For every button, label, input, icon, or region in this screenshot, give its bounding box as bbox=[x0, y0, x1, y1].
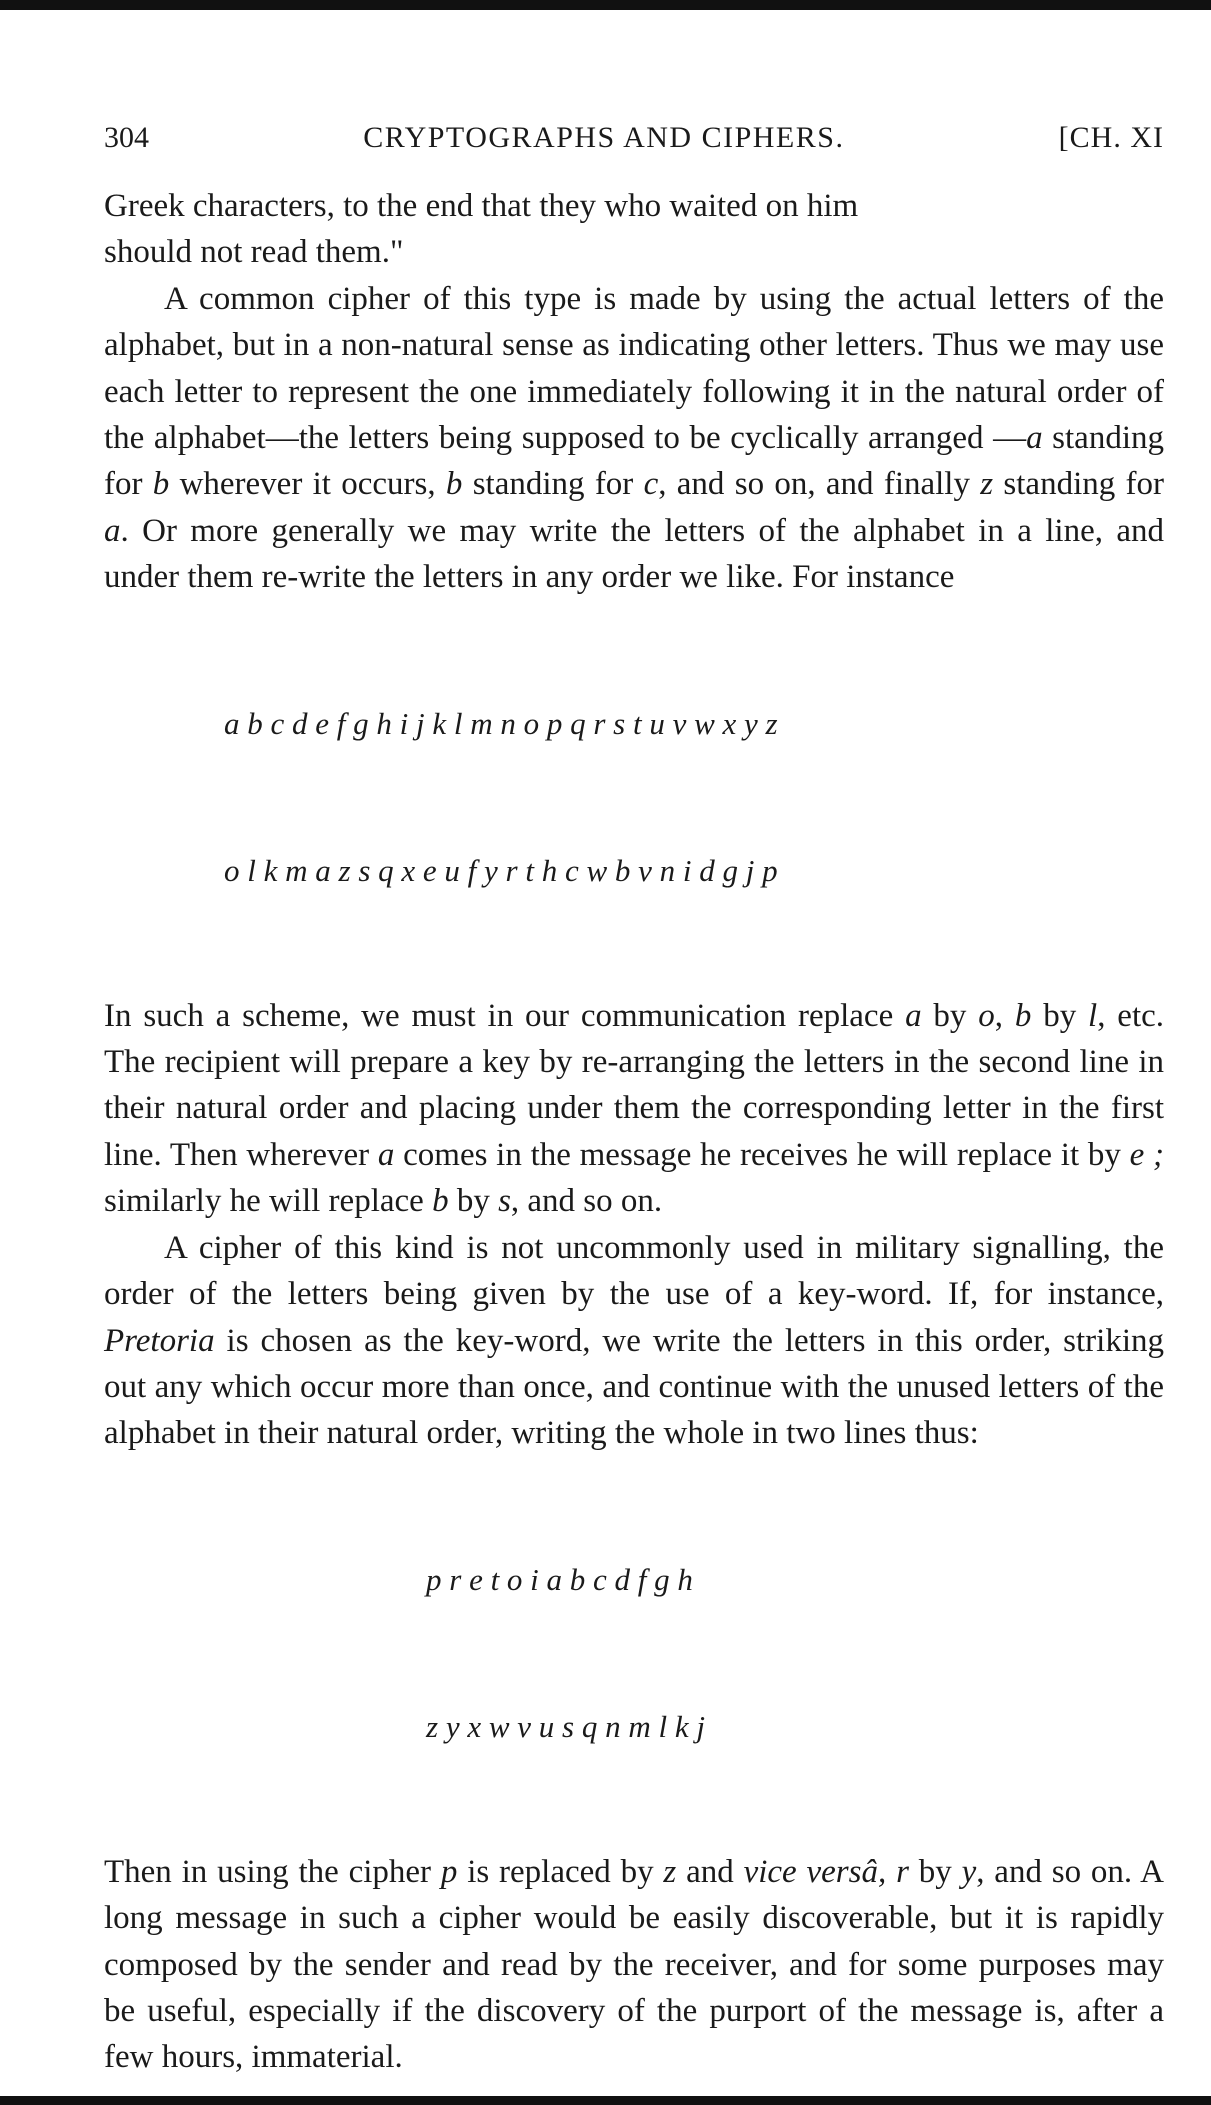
text-run: and bbox=[676, 1853, 744, 1890]
italic-letter: r bbox=[896, 1853, 909, 1890]
text-run: In such a scheme, we must in our communication replace bbox=[104, 997, 906, 1034]
cipher-alphabet-row: o l k m a z s q x e u f y r t h c w b v n i d g j p bbox=[224, 852, 778, 888]
italic-letter: y bbox=[961, 1853, 977, 1890]
paragraph-4 bbox=[104, 1225, 1164, 1457]
paragraph-3 bbox=[104, 993, 1164, 1225]
text-run: , bbox=[994, 997, 1015, 1034]
italic-letter: b bbox=[445, 466, 463, 503]
text-run: is replaced by bbox=[457, 1853, 664, 1890]
text-run: standing for bbox=[993, 466, 1165, 503]
text-run: , etc. The recipient will prepare a key by re-arranging the letters in the second line in their natural order and placing under them the corresponding letter in the first line. Then wherever bbox=[104, 997, 1165, 1173]
cipher-table-1 bbox=[104, 601, 1164, 993]
paragraph-1 bbox=[104, 183, 1164, 276]
keyword-alphabet-row: p r e t o i a b c d f g h bbox=[426, 1561, 693, 1597]
italic-letter: o bbox=[978, 997, 995, 1034]
text-run: similarly he will replace bbox=[104, 1183, 433, 1220]
italic-letter: a bbox=[1026, 420, 1043, 457]
text-run: , and so on, and finally bbox=[658, 466, 981, 503]
text-run: A common cipher of this type is made by using the actual letters of the alphabet, but in a non-natural sense as indicating other letters. Thus we may use each letter to represent the one immediately following it in the natural order of the alphabet—the letters being supposed to be cyclically arranged — bbox=[104, 280, 1164, 457]
italic-letter: b bbox=[152, 466, 170, 503]
latin-phrase: vice versâ, bbox=[743, 1853, 887, 1890]
italic-letter: a bbox=[104, 512, 121, 549]
text-run: wherever it occurs, bbox=[169, 466, 446, 503]
running-header bbox=[104, 118, 1164, 158]
italic-letter: c bbox=[643, 466, 659, 503]
text-run: by bbox=[908, 1853, 962, 1890]
page-number: 304 bbox=[104, 121, 149, 154]
book-page bbox=[104, 118, 1164, 2081]
paragraph-5 bbox=[104, 1849, 1164, 2081]
italic-letter: l bbox=[1088, 997, 1098, 1034]
body-text bbox=[104, 183, 1164, 2081]
text-run: , and so on. A long message in such a cipher would be easily discoverable, but it is rapidly composed by the sender and read by the receiver, and for some purposes may be useful, especially if the discovery of the purport of the message is, after a few hours, immaterial. bbox=[104, 1853, 1165, 2076]
italic-letter: b bbox=[432, 1183, 449, 1220]
text-run: by bbox=[1031, 997, 1089, 1034]
text-run: standing for bbox=[462, 466, 644, 503]
text-run: standing for bbox=[104, 420, 1165, 503]
scan-border-bottom bbox=[0, 2096, 1211, 2105]
cipher-table-2 bbox=[104, 1457, 1164, 1849]
paragraph-1-line-2: should not read them." bbox=[104, 234, 404, 271]
italic-letter: b bbox=[1014, 997, 1032, 1034]
text-run: by bbox=[448, 1183, 499, 1220]
plain-alphabet-row: a b c d e f g h i j k l m n o p q r s t u v w x y z bbox=[224, 705, 778, 741]
text-run: Then in using the cipher bbox=[104, 1853, 441, 1890]
italic-letter: z bbox=[663, 1853, 677, 1890]
italic-letter: p bbox=[440, 1853, 458, 1890]
chapter-label: [CH. XI bbox=[1058, 121, 1164, 154]
keyword: Pretoria bbox=[104, 1322, 215, 1359]
text-run: A cipher of this kind is not uncommonly used in military signalling, the order of the letters being given by the use of a key-word. If, for instance, bbox=[104, 1229, 1164, 1313]
paragraph-2 bbox=[104, 276, 1164, 601]
running-title: CRYPTOGRAPHS AND CIPHERS. bbox=[363, 121, 845, 154]
italic-letter: z bbox=[980, 466, 994, 503]
scan-border-top bbox=[0, 0, 1211, 10]
italic-letter: a bbox=[905, 997, 922, 1034]
text-run: comes in the message he receives he will replace it by bbox=[394, 1136, 1130, 1173]
italic-letter: a bbox=[377, 1136, 395, 1173]
text-run: is chosen as the key-word, we write the letters in this order, striking out any which occur more than once, and continue with the unused letters of the alphabet in their natural order, writing the whole in two lines thus: bbox=[104, 1322, 1164, 1452]
italic-letter: s bbox=[498, 1183, 511, 1220]
paragraph-1-line-1: Greek characters, to the end that they who waited on him bbox=[104, 188, 859, 224]
reverse-alphabet-row: z y x w v u s q n m l k j bbox=[426, 1708, 705, 1744]
text-run: . Or more generally we may write the letters of the alphabet in a line, and under them re-write the letters in any order we like. For instance bbox=[104, 512, 1164, 596]
text-run bbox=[886, 1854, 896, 1890]
text-run: , and so on. bbox=[510, 1183, 663, 1220]
italic-letter: e ; bbox=[1129, 1136, 1164, 1173]
text-run: by bbox=[921, 997, 979, 1034]
